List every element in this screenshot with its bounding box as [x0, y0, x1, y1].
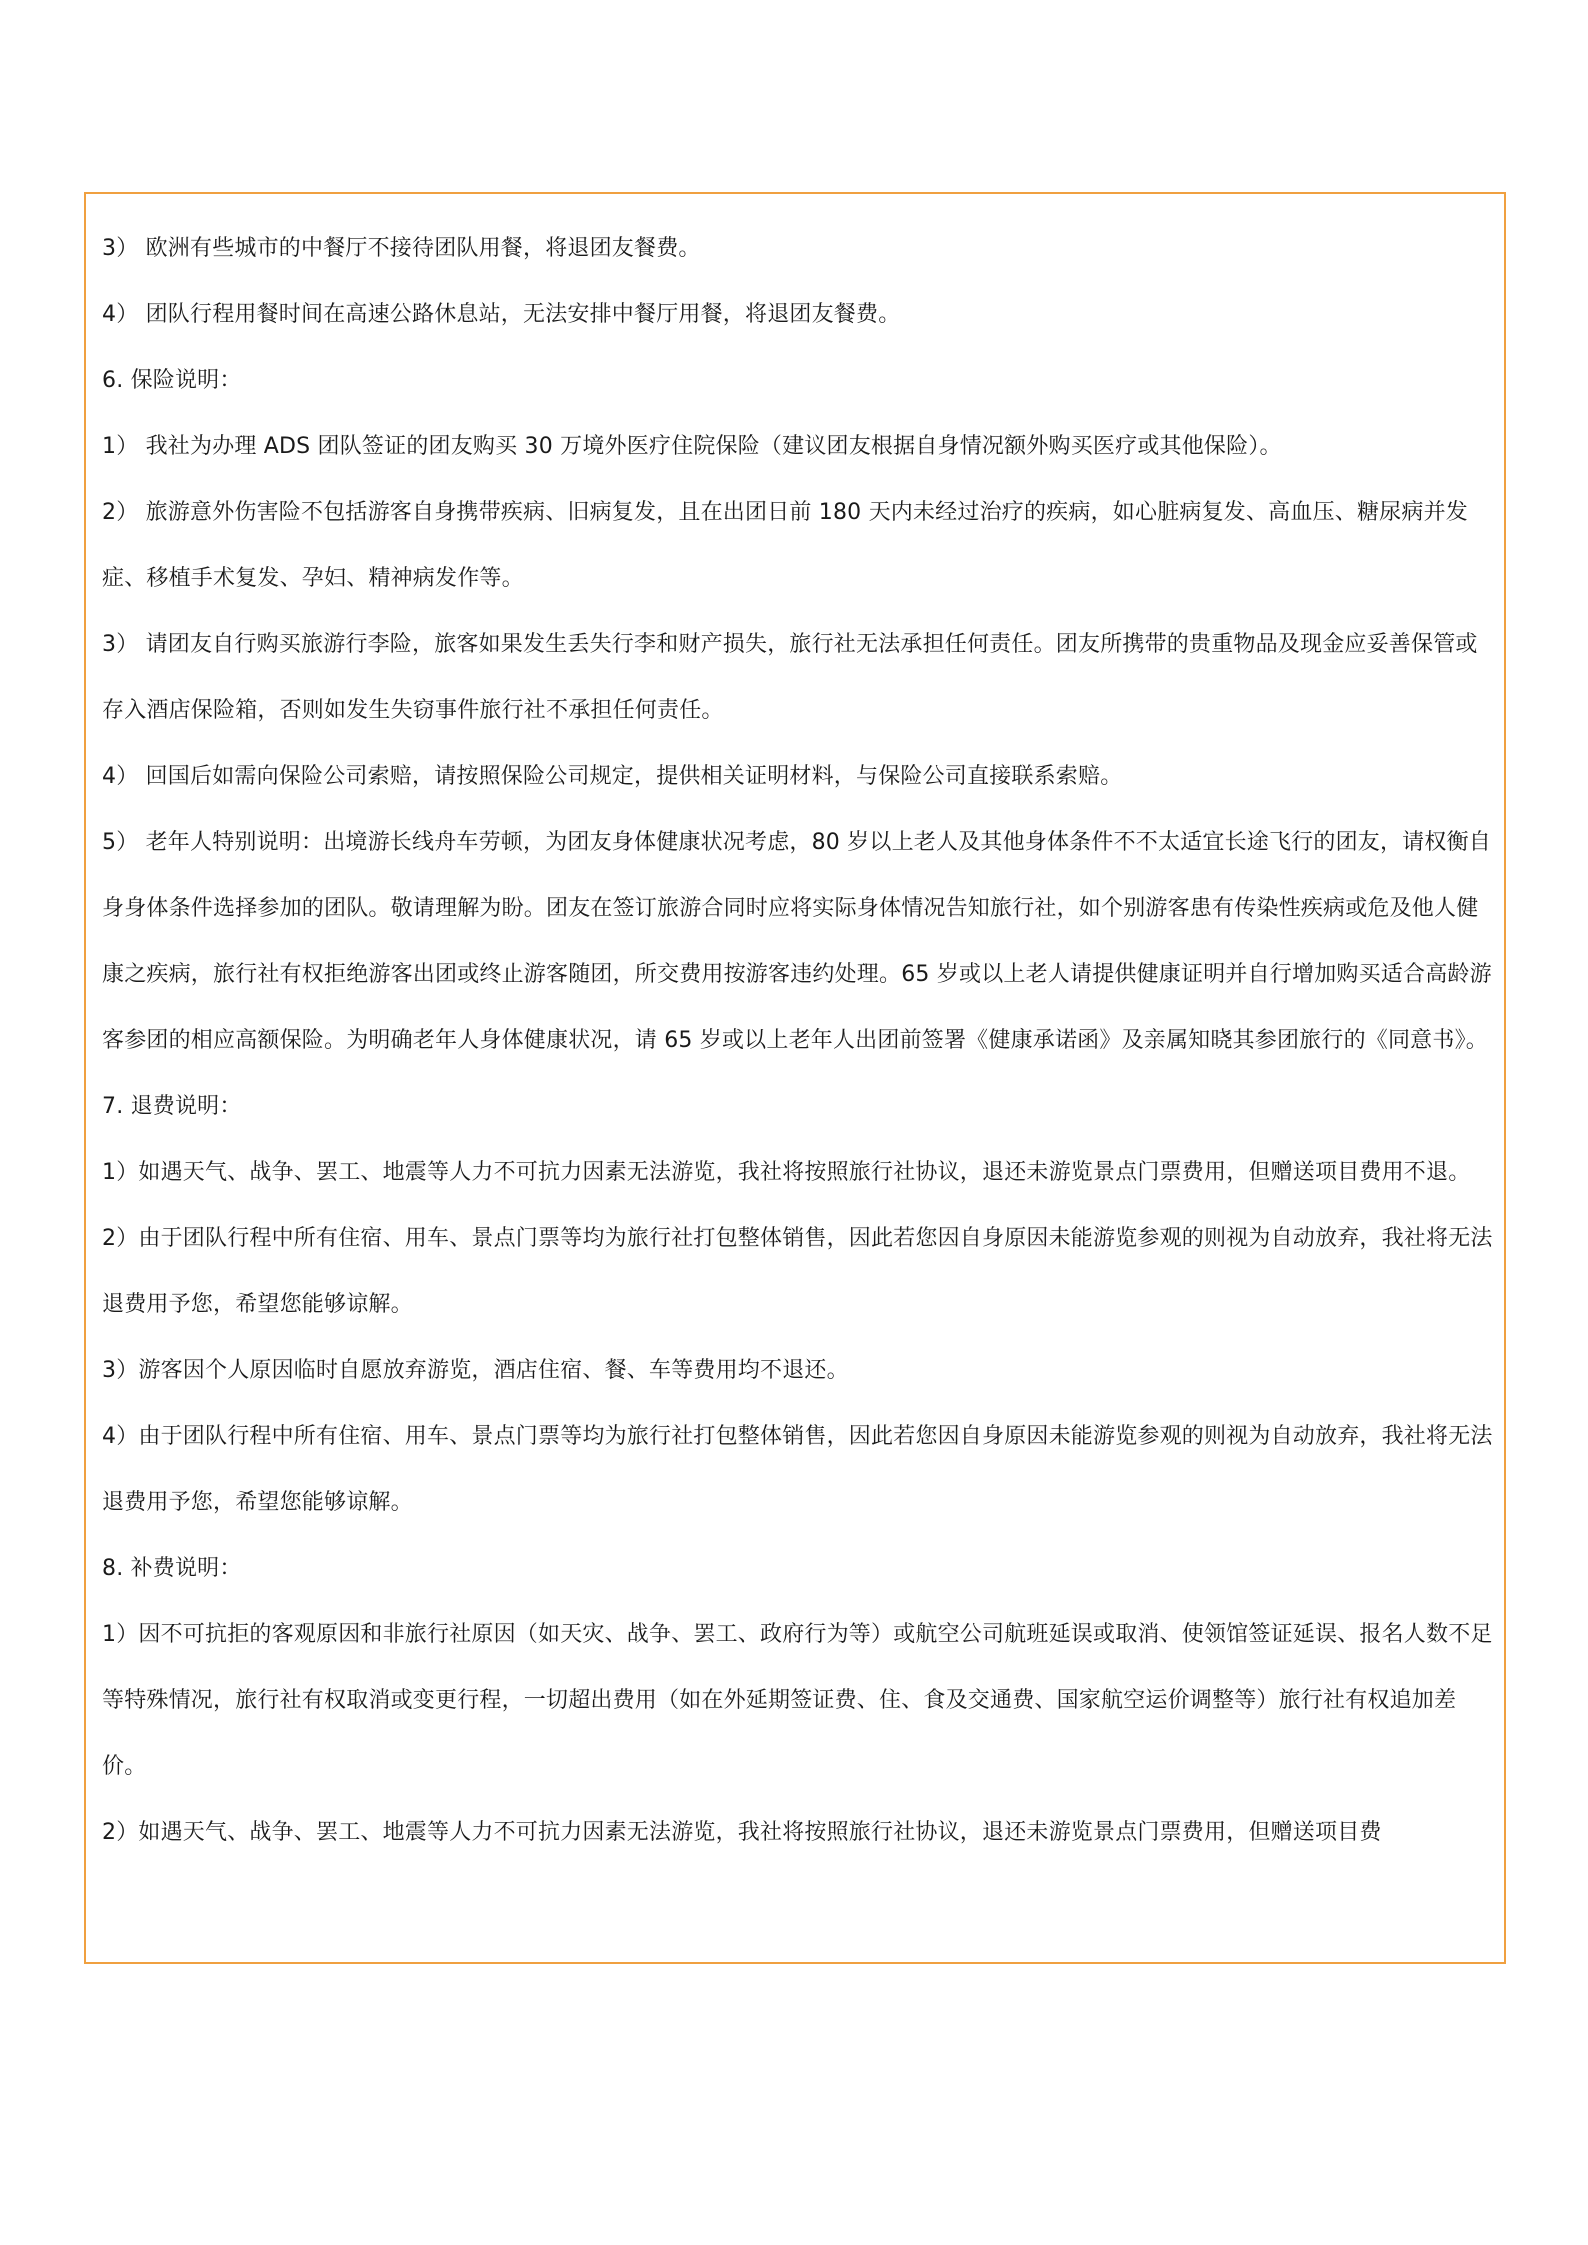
paragraph: 3）游客因个人原因临时自愿放弃游览，酒店住宿、餐、车等费用均不退还。: [102, 1358, 849, 1383]
paragraph: 2） 旅游意外伤害险不包括游客自身携带疾病、旧病复发，且在出团日前 180 天内未经过治疗的疾病，如心脏病复发、高血压、糖尿病并发症、移植手术复发、孕妇、精神病发作等。: [102, 500, 1468, 591]
content-frame: [84, 192, 1506, 1964]
paragraph: 2）如遇天气、战争、罢工、地震等人力不可抗力因素无法游览，我社将按照旅行社协议，退还未游览景点门票费用，但赠送项目费: [102, 1820, 1382, 1845]
paragraph: 1）因不可抗拒的客观原因和非旅行社原因（如天灾、战争、罢工、政府行为等）或航空公司航班延误或取消、使领馆签证延误、报名人数不足等特殊情况，旅行社有权取消或变更行程，一切超出费用（如在外延期签证费、住、食及交通费、国家航空运价调整等）旅行社有权追加差价。: [102, 1622, 1493, 1779]
section-heading-insurance: 6. 保险说明：: [102, 368, 242, 393]
paragraph: 4） 团队行程用餐时间在高速公路休息站，无法安排中餐厅用餐，将退团友餐费。: [102, 302, 901, 327]
paragraph: 1）如遇天气、战争、罢工、地震等人力不可抗力因素无法游览，我社将按照旅行社协议，退还未游览景点门票费用，但赠送项目费用不退。: [102, 1160, 1471, 1185]
paragraph: 4）由于团队行程中所有住宿、用车、景点门票等均为旅行社打包整体销售，因此若您因自身原因未能游览参观的则视为自动放弃，我社将无法退费用予您，希望您能够谅解。: [102, 1424, 1493, 1515]
paragraph: 3） 欧洲有些城市的中餐厅不接待团队用餐，将退团友餐费。: [102, 236, 701, 261]
paragraph: 3） 请团友自行购买旅游行李险，旅客如果发生丢失行李和财产损失，旅行社无法承担任何责任。团友所携带的贵重物品及现金应妥善保管或存入酒店保险箱，否则如发生失窃事件旅行社不承担任何责任。: [102, 632, 1478, 723]
paragraph: 5） 老年人特别说明：出境游长线舟车劳顿，为团友身体健康状况考虑，80 岁以上老人及其他身体条件不不太适宜长途飞行的团友，请权衡自身身体条件选择参加的团队。敬请理解为盼。团友在签订旅游合同时应将实际身体情况告知旅行社，如个别游客患有传染性疾病或危及他人健康之疾病，旅行社有权拒绝游客出团或终止游客随团，所交费用按游客违约处理。65 岁或以上老人请提供健康证明并自行增加购买适合高龄游客参团的相应高额保险。为明确老年人身体健康状况，请 65 岁或以上老年人出团前签署《健康承诺函》及亲属知晓其参团旅行的《同意书》。: [102, 830, 1492, 1053]
section-heading-surcharge: 8. 补费说明：: [102, 1556, 242, 1581]
paragraph: 2）由于团队行程中所有住宿、用车、景点门票等均为旅行社打包整体销售，因此若您因自身原因未能游览参观的则视为自动放弃，我社将无法退费用予您，希望您能够谅解。: [102, 1226, 1493, 1317]
section-heading-refund: 7. 退费说明：: [102, 1094, 242, 1119]
paragraph: 1） 我社为办理 ADS 团队签证的团友购买 30 万境外医疗住院保险（建议团友根据自身情况额外购买医疗或其他保险）。: [102, 434, 1282, 459]
paragraph: 4） 回国后如需向保险公司索赔，请按照保险公司规定，提供相关证明材料，与保险公司直接联系索赔。: [102, 764, 1123, 789]
